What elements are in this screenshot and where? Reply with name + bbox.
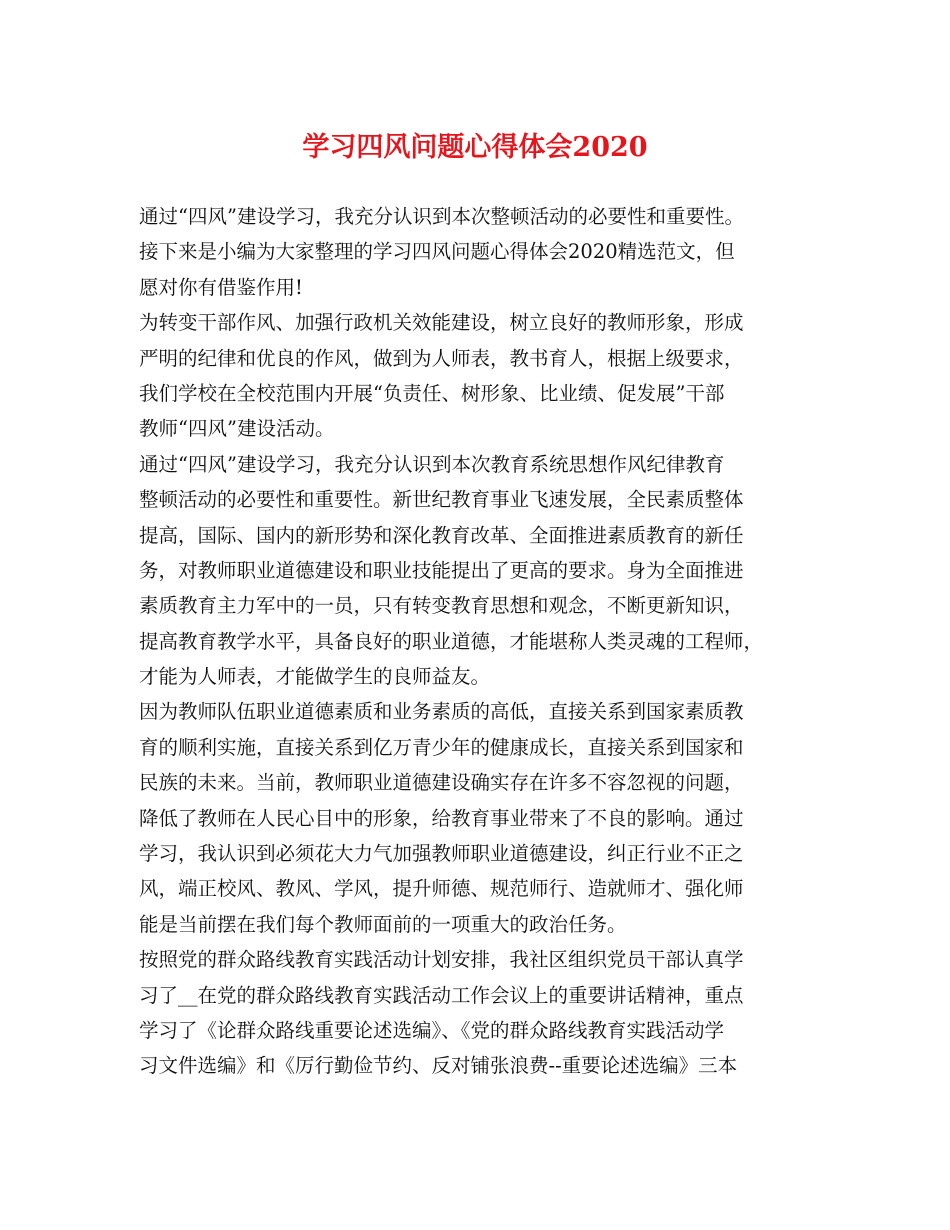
body-line: 为转变干部作风、加强行政机关效能建设，树立良好的教师形象，形成	[139, 311, 744, 335]
body-line: 风，端正校风、教风、学风，提升师德、规范师行、造就师才、强化师	[139, 877, 744, 901]
body-line: 能是当前摆在我们每个教师面前的一项重大的政治任务。	[139, 912, 627, 936]
body-line: 降低了教师在人民心目中的形象，给教育事业带来了不良的影响。通过	[139, 806, 744, 830]
body-line: 育的顺利实施，直接关系到亿万青少年的健康成长，直接关系到国家和	[139, 735, 744, 759]
body-line: 愿对你有借鉴作用!	[139, 275, 303, 299]
body-line: 才能为人师表，才能做学生的良师益友。	[139, 665, 491, 689]
body-line: 接下来是小编为大家整理的学习四风问题心得体会2020精选范文，但	[139, 240, 735, 264]
body-line: 教师“四风”建设活动。	[139, 417, 335, 441]
body-line: 素质教育主力军中的一员，只有转变教育思想和观念，不断更新知识，	[139, 594, 744, 618]
body-line: 学习，我认识到必须花大力气加强教师职业道德建设，纠正行业不正之	[139, 842, 744, 866]
body-line: 我们学校在全校范围内开展“负责任、树形象、比业绩、促发展”干部	[139, 381, 725, 405]
document-body	[139, 199, 829, 1084]
body-line: 务，对教师职业道德建设和职业技能提出了更高的要求。身为全面推进	[139, 558, 744, 582]
document-title: 学习四风问题心得体会2020	[302, 132, 648, 163]
body-line: 通过“四风”建设学习，我充分认识到本次教育系统思想作风纪律教育	[139, 452, 725, 476]
body-line: 严明的纪律和优良的作风，做到为人师表，教书育人，根据上级要求，	[139, 346, 744, 370]
body-line: 学习了《论群众路线重要论述选编》、《党的群众路线教育实践活动学	[139, 1018, 725, 1042]
body-line: 习了__在党的群众路线教育实践活动工作会议上的重要讲话精神，重点	[139, 983, 744, 1007]
body-line: 因为教师队伍职业道德素质和业务素质的高低，直接关系到国家素质教	[139, 700, 744, 724]
body-line: 提高，国际、国内的新形势和深化教育改革、全面推进素质教育的新任	[139, 523, 744, 547]
body-line: 提高教育教学水平，具备良好的职业道德，才能堪称人类灵魂的工程师，	[139, 629, 764, 653]
body-line: 整顿活动的必要性和重要性。新世纪教育事业飞速发展，全民素质整体	[139, 488, 744, 512]
body-line: 习文件选编》和《厉行勤俭节约、反对铺张浪费--重要论述选编》三本	[139, 1054, 738, 1078]
body-line: 按照党的群众路线教育实践活动计划安排，我社区组织党员干部认真学	[139, 948, 744, 972]
body-line: 民族的未来。当前，教师职业道德建设确实存在许多不容忽视的问题，	[139, 771, 744, 795]
body-line: 通过“四风”建设学习，我充分认识到本次整顿活动的必要性和重要性。	[139, 205, 744, 228]
